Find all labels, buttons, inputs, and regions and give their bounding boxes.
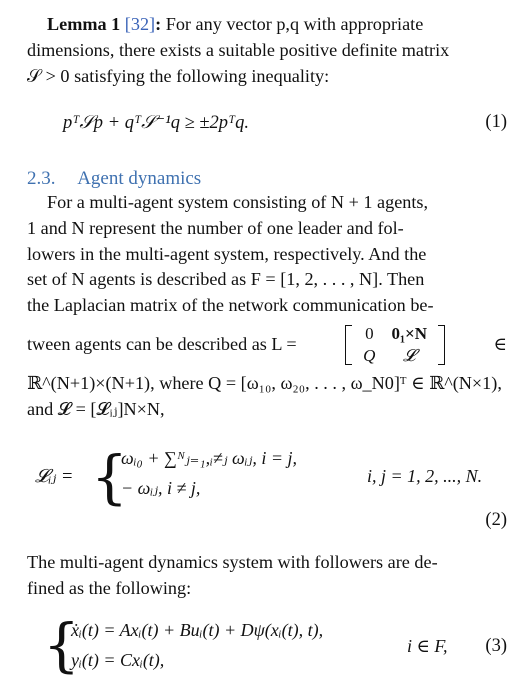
para3-line2: fined as the following: (27, 577, 192, 598)
equation-2-lhs: 𝓛ᵢⱼ = (35, 467, 74, 487)
laplacian-prefix: tween agents can be described as L = (27, 334, 297, 355)
matrix-cell-c: Q (363, 345, 376, 365)
equation-3-number: (3) (485, 636, 507, 656)
para2-line7: ℝ^(N+1)×(N+1), where Q = [ω₁₀, ω₂₀, . . . , ω_N0]ᵀ ∈ ℝ^(N×1), (27, 372, 502, 393)
laplacian-matrix (343, 323, 447, 367)
para3-line1: The multi-agent dynamics system with followers are de- (27, 552, 438, 572)
equation-3-case2: yᵢ(t) = Cxᵢ(t), (71, 650, 165, 670)
equation-3 (27, 611, 507, 686)
lemma-title: Lemma 1 (47, 14, 121, 34)
section-title: Agent dynamics (77, 168, 202, 189)
equation-1-number: (1) (485, 112, 507, 132)
agent-paragraph (27, 190, 507, 423)
equation-2-condition: i, j = 1, 2, ..., N. (367, 466, 483, 486)
laplacian-suffix: ∈ (493, 334, 507, 355)
para2-line3: lowers in the multi-agent system, respectively. And the (27, 243, 427, 264)
para2-line8: and 𝓛 = [𝓛ᵢⱼ]N×N, (27, 398, 165, 419)
para2-line1: For a multi-agent system consisting of N + 1 agents, (47, 192, 429, 212)
equation-1-body: pᵀ𝒮p + qᵀ𝒮⁻¹q ≥ ±2pᵀq. (63, 113, 250, 133)
equation-2-case1: ωᵢ₀ + ∑ᴺⱼ₌₁,ᵢ≠ⱼ ωᵢⱼ, i = j, (121, 448, 298, 468)
section-number: 2.3. (27, 168, 56, 189)
lemma-line1: For any vector p,q with appropriate (165, 14, 424, 34)
equation-2-case2: − ωᵢⱼ, i ≠ j, (121, 478, 201, 498)
para2-line5: the Laplacian matrix of the network communication be- (27, 295, 434, 316)
para2-line2: 1 and N represent the number of one leader and fol- (27, 217, 404, 238)
para2-line4: set of N agents is described as F = [1, 2, . . . , N]. Then (27, 269, 425, 290)
equation-2 (27, 444, 507, 536)
citation-link[interactable]: [32] (124, 14, 156, 34)
lemma-line3: 𝒮 > 0 satisfying the following inequality: (27, 65, 330, 86)
equation-2-brace: { (91, 443, 128, 511)
section-heading (27, 166, 201, 191)
lemma-paragraph: Lemma 1 [32]: For any vector p,q with appropriate dimensions, there exists a suitable positive definite matrix 𝒮 > 0 satisfying the following inequality: (27, 12, 507, 89)
matrix-cell-a: 0 (365, 323, 374, 343)
equation-3-brace: { (43, 611, 80, 679)
para2-line6 (27, 319, 507, 371)
equation-3-condition: i ∈ F, (407, 636, 448, 656)
matrix-cell-b: 0₁×N (391, 323, 428, 343)
matrix-cell-d: 𝓛 (403, 345, 416, 365)
equation-3-case1: ẋᵢ(t) = Axᵢ(t) + Buᵢ(t) + Dψ(xᵢ(t), t), (71, 620, 324, 640)
lemma-line2: dimensions, there exists a suitable positive definite matrix (27, 39, 450, 60)
dynamics-paragraph (27, 550, 507, 602)
equation-1 (27, 104, 507, 144)
equation-2-number: (2) (485, 510, 507, 530)
